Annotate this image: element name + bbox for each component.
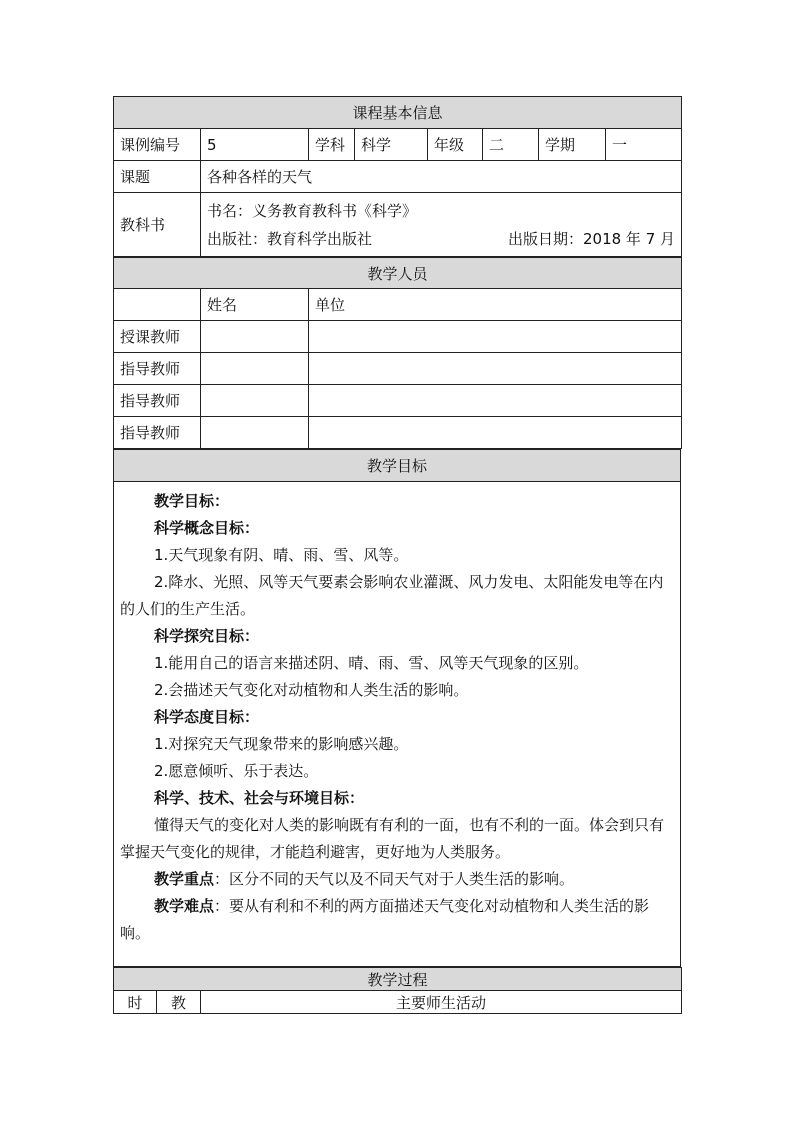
table-row (114, 385, 682, 417)
staff-role: 指导教师 (114, 385, 201, 417)
key-point-text: ：区分不同的天气以及不同天气对于人类生活的影响。 (214, 870, 575, 888)
concept-item: 1.天气现象有阴、晴、雨、雪、风等。 (154, 546, 409, 564)
staff-table (113, 257, 682, 449)
staff-role: 指导教师 (114, 417, 201, 449)
goals-table (113, 449, 681, 967)
course-no-label: 课例编号 (114, 129, 201, 161)
attitude-item: 1.对探究天气现象带来的影响感兴趣。 (154, 735, 409, 753)
difficulty-label: 教学难点 (154, 897, 215, 915)
attitude-heading: 科学态度目标： (154, 708, 260, 726)
sts-heading: 科学、技术、社会与环境目标： (154, 789, 365, 807)
publish-date: 出版日期：2018 年 7 月 (507, 229, 676, 248)
lesson-plan-form (113, 96, 681, 1014)
key-point-label: 教学重点 (154, 870, 215, 888)
inquiry-item: 1.能用自己的语言来描述阴、晴、雨、雪、风等天气现象的区别。 (154, 654, 589, 672)
process-table (113, 967, 682, 1014)
staff-unit (309, 321, 682, 353)
concept-item: 2.降水、光照、风等天气要素会影响农业灌溉、风力发电、太阳能发电等在内的人们的生产生活。 (120, 573, 664, 618)
term-value: 一 (606, 129, 682, 161)
basic-info-header: 课程基本信息 (114, 97, 682, 129)
activity-column-header: 主要师生活动 (201, 991, 682, 1014)
concept-heading: 科学概念目标： (154, 519, 260, 537)
staff-name (201, 353, 309, 385)
staff-unit (309, 417, 682, 449)
staff-corner-cell (114, 289, 201, 321)
attitude-item: 2.愿意倾听、乐于表达。 (154, 762, 319, 780)
goals-heading: 教学目标： (154, 492, 230, 510)
unit-column-header: 单位 (309, 289, 682, 321)
inquiry-heading: 科学探究目标： (154, 627, 260, 645)
staff-unit (309, 385, 682, 417)
sts-text: 懂得天气的变化对人类的影响既有有利的一面，也有不利的一面。体会到只有掌握天气变化的规律，才能趋利避害，更好地为人类服务。 (120, 816, 665, 861)
staff-role: 授课教师 (114, 321, 201, 353)
time-column-header: 时 (114, 991, 157, 1014)
topic-value: 各种各样的天气 (201, 161, 682, 193)
teach-column-header: 教 (157, 991, 201, 1014)
inquiry-item: 2.会描述天气变化对动植物和人类生活的影响。 (154, 681, 469, 699)
staff-name (201, 321, 309, 353)
textbook-info (201, 193, 682, 257)
name-column-header: 姓名 (201, 289, 309, 321)
table-row (114, 353, 682, 385)
basic-info-table (113, 96, 682, 257)
staff-header: 教学人员 (114, 258, 682, 289)
difficulty-text: ：要从有利和不利的两方面描述天气变化对动植物和人类生活的影响。 (120, 897, 650, 942)
staff-unit (309, 353, 682, 385)
staff-name (201, 385, 309, 417)
publisher: 出版社：教育科学出版社 (207, 229, 373, 248)
goals-header: 教学目标 (114, 450, 681, 482)
book-name: 书名：义务教育教科书《科学》 (207, 201, 418, 220)
grade-label: 年级 (428, 129, 483, 161)
grade-value: 二 (483, 129, 539, 161)
goals-content (114, 482, 681, 967)
table-row (114, 417, 682, 449)
staff-role: 指导教师 (114, 353, 201, 385)
topic-label: 课题 (114, 161, 201, 193)
subject-label: 学科 (309, 129, 355, 161)
course-no-value: 5 (201, 129, 309, 161)
process-header: 教学过程 (114, 968, 682, 991)
staff-name (201, 417, 309, 449)
subject-value: 科学 (355, 129, 428, 161)
textbook-label: 教科书 (114, 193, 201, 257)
term-label: 学期 (539, 129, 606, 161)
table-row (114, 321, 682, 353)
